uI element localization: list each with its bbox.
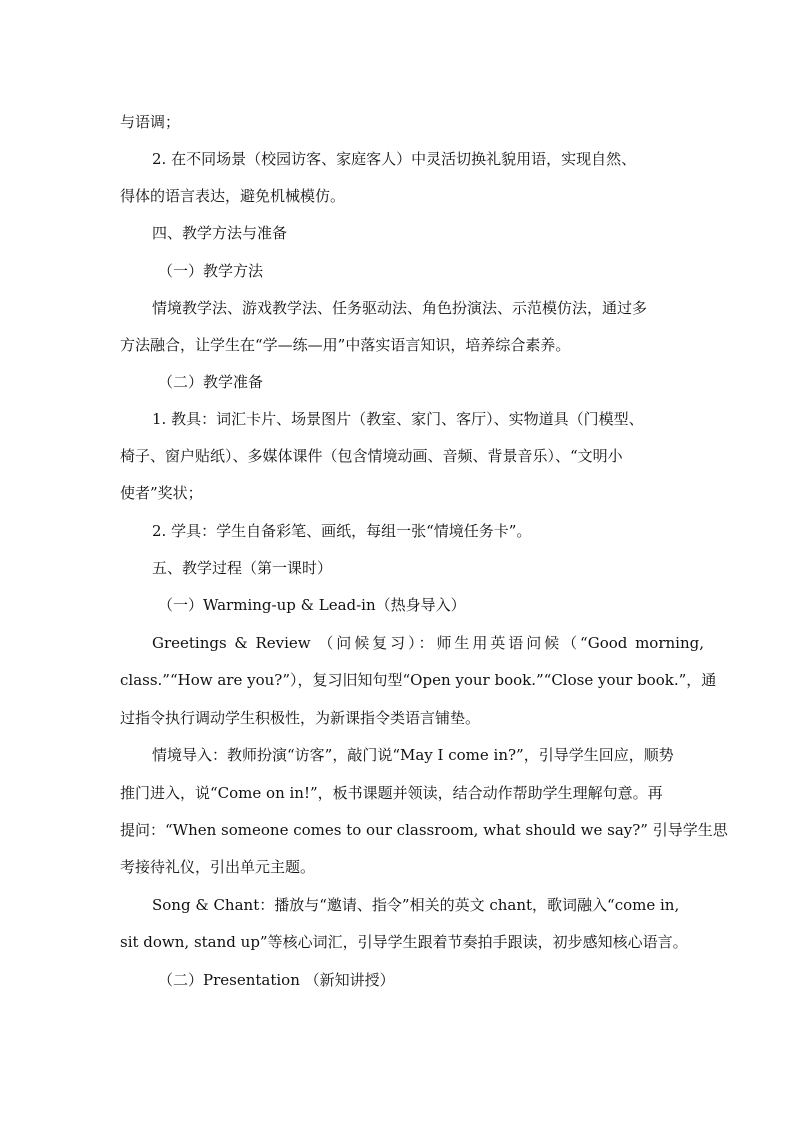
text-line-21: 考接待礼仪，引出单元主题。	[120, 858, 316, 876]
text-line-15	[152, 633, 712, 653]
text-line-3: 得体的语言表达，避免机械模仿。	[120, 187, 346, 205]
text-line-23: sit down, stand up”等核心词汇，引导学生跟着节奏拍手跟读，初步感知核心语言。	[120, 933, 688, 951]
text-line-10: 椅子、窗户贴纸）、多媒体课件（包含情境动画、音频、背景音乐）、“文明小	[120, 447, 623, 465]
text-line-17: 过指令执行调动学生积极性，为新课指令类语言铺垫。	[120, 709, 481, 727]
text-line-22: Song & Chant：播放与“邀请、指令”相关的英文 chant，歌词融入“come in,	[152, 896, 680, 914]
subheading-warming-up: （一）Warming-up & Lead-in（热身导入）	[158, 596, 466, 614]
text-line-12: 2. 学具：学生自备彩笔、画纸，每组一张“情境任务卡”。	[152, 522, 532, 540]
text-line-2: 2. 在不同场景（校园访客、家庭客人）中灵活切换礼貌用语，实现自然、	[152, 150, 637, 168]
text-line-15-content: Greetings & Review （问候复习）：师生用英语问候（“Good morning,	[152, 634, 704, 652]
text-line-1: 与语调；	[120, 113, 181, 131]
text-line-7: 方法融合，让学生在“学—练—用”中落实语言知识，培养综合素养。	[120, 336, 571, 354]
text-line-6: 情境教学法、游戏教学法、任务驱动法、角色扮演法、示范模仿法，通过多	[152, 299, 648, 317]
section-heading-methods-preparation: 四、教学方法与准备	[152, 224, 288, 242]
subheading-teaching-preparation: （二）教学准备	[158, 373, 264, 391]
text-line-11: 使者”奖状；	[120, 484, 203, 502]
subheading-presentation: （二）Presentation （新知讲授）	[158, 971, 395, 989]
text-line-9: 1. 教具：词汇卡片、场景图片（教室、家门、客厅）、实物道具（门模型、	[152, 410, 644, 428]
text-line-16: class.”“How are you?”），复习旧知句型“Open your book.”“Close your book.”，通	[120, 671, 717, 689]
section-heading-teaching-process: 五、教学过程（第一课时）	[152, 559, 333, 577]
subheading-teaching-methods: （一）教学方法	[158, 262, 264, 280]
text-line-19: 推门进入，说“Come on in!”，板书课题并领读，结合动作帮助学生理解句意。再	[120, 784, 663, 802]
text-line-18: 情境导入：教师扮演“访客”，敲门说“May I come in?”，引导学生回应，顺势	[152, 746, 674, 764]
text-line-20: 提问：“When someone comes to our classroom, what should we say?” 引导学生思	[120, 821, 728, 839]
